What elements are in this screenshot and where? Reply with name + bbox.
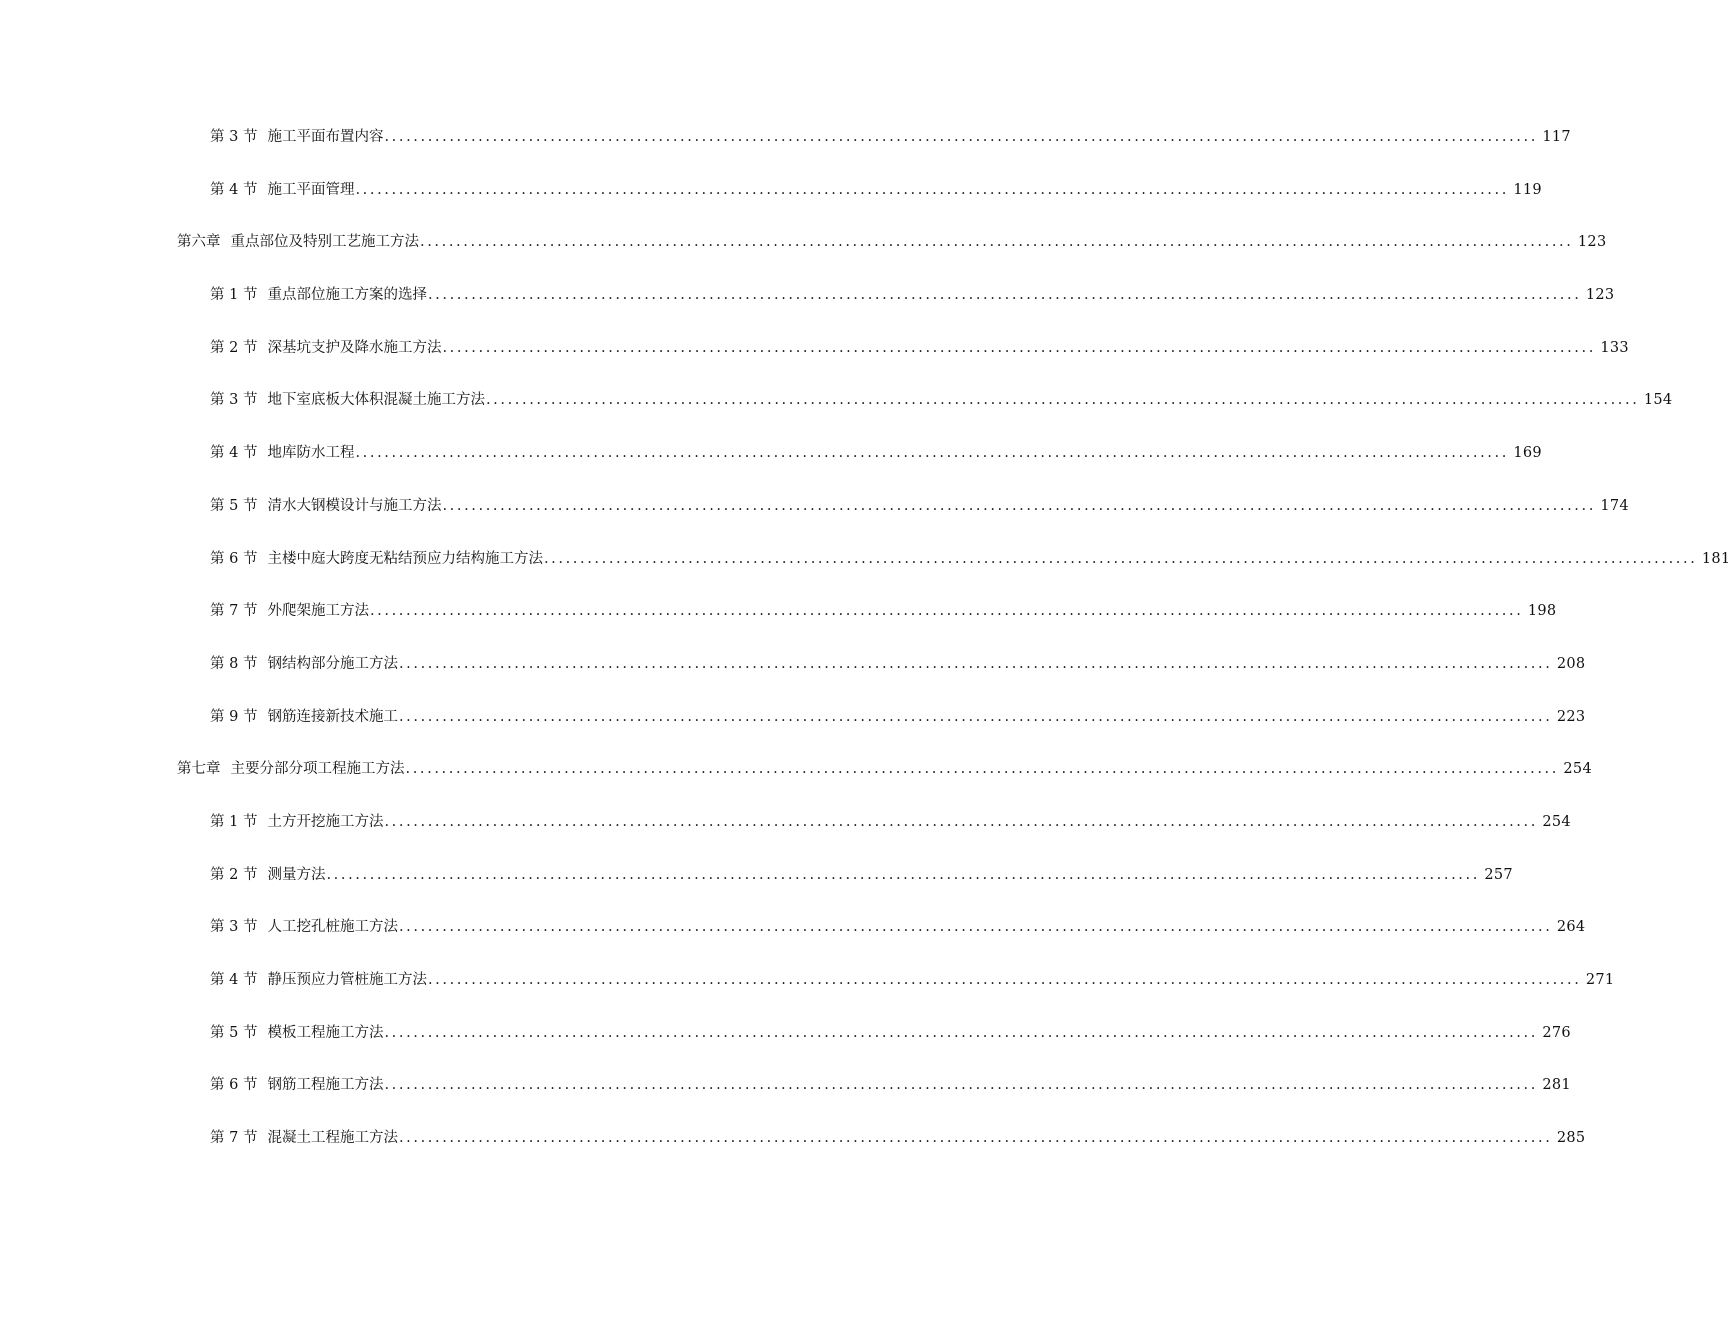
toc-entry[interactable]: [0, 651, 1586, 704]
dot-leader: ................................................................................................................................................................: [355, 181, 1509, 198]
toc-entry-title: 土方开挖施工方法: [267, 813, 384, 830]
toc-entry-page: 117: [1542, 129, 1571, 145]
toc-entry-title: 钢筋工程施工方法: [267, 1077, 384, 1094]
toc-entry[interactable]: [0, 124, 1571, 177]
toc-entry-title: 施工平面布置内容: [267, 129, 384, 145]
toc-entry[interactable]: [0, 177, 1542, 230]
toc-entry-number: 第 3 节: [210, 392, 258, 409]
toc-entry-page: 223: [1556, 708, 1586, 725]
toc-entry-number: 第 6 节: [210, 550, 258, 567]
toc-entry-page: 174: [1600, 497, 1629, 514]
toc-entry-number: 第 5 节: [210, 1024, 258, 1041]
toc-entry-title: 钢结构部分施工方法: [267, 655, 398, 672]
toc-entry-title: 重点部位施工方案的选择: [267, 287, 427, 304]
toc-entry-page: 169: [1513, 445, 1542, 462]
dot-leader: ................................................................................................................................................................: [384, 813, 1538, 830]
dot-leader: ................................................................................................................................................................: [398, 708, 1553, 725]
toc-entry-page: 271: [1585, 972, 1615, 988]
toc-entry-title: 静压预应力管桩施工方法: [267, 972, 427, 988]
dot-leader: ................................................................................................................................................................: [427, 972, 1582, 988]
toc-entry-number: 第 2 节: [210, 866, 258, 883]
toc-entry[interactable]: [0, 1020, 1571, 1073]
dot-leader: ................................................................................................................................................................: [398, 919, 1553, 936]
toc-entry-page: 254: [1563, 761, 1592, 778]
toc-entry-title: 清水大钢模设计与施工方法: [267, 497, 442, 514]
dot-leader: ................................................................................................................................................................: [384, 1077, 1538, 1094]
toc-entry-page: 123: [1577, 234, 1607, 251]
toc-entry-number: 第 2 节: [210, 339, 258, 356]
toc-entry-title: 地库防水工程: [267, 445, 355, 462]
toc-entry-title: 混凝土工程施工方法: [267, 1130, 398, 1147]
toc-entry-title: 重点部位及特别工艺施工方法: [230, 234, 419, 251]
toc-entry-page: 181: [1701, 550, 1730, 567]
toc-chapter-entry[interactable]: [0, 229, 1607, 282]
toc-entry-number: 第 8 节: [210, 655, 258, 672]
toc-entry[interactable]: [0, 809, 1571, 862]
toc-entry-number: 第 1 节: [210, 813, 258, 830]
toc-entry-number: 第七章: [177, 761, 221, 778]
dot-leader: ................................................................................................................................................................: [420, 234, 1574, 251]
dot-leader: ................................................................................................................................................................: [355, 445, 1509, 462]
toc-entry-page: 254: [1542, 813, 1571, 830]
toc-entry-title: 外爬架施工方法: [267, 603, 369, 620]
toc-entry-number: 第 1 节: [210, 287, 258, 304]
toc-entry-page: 285: [1556, 1130, 1586, 1147]
toc-entry[interactable]: [0, 967, 1615, 1020]
toc-entry-title: 测量方法: [267, 866, 326, 883]
toc-entry-page: 133: [1600, 339, 1629, 356]
toc-entry-page: 264: [1556, 919, 1586, 936]
toc-entry-page: 257: [1484, 866, 1513, 883]
toc-entry-number: 第 6 节: [210, 1077, 258, 1094]
toc-chapter-entry[interactable]: [0, 756, 1592, 809]
dot-leader: ................................................................................................................................................................: [398, 1130, 1553, 1147]
toc-entry[interactable]: [0, 598, 1557, 651]
toc-entry-number: 第 3 节: [210, 919, 258, 936]
toc-entry-number: 第 4 节: [210, 445, 258, 462]
toc-entry-title: 深基坑支护及降水施工方法: [267, 339, 442, 356]
toc-entry-page: 123: [1585, 287, 1615, 304]
dot-leader: ................................................................................................................................................................: [398, 655, 1553, 672]
toc-entry[interactable]: [0, 546, 1730, 599]
toc-entry-page: 276: [1542, 1024, 1571, 1041]
toc-entry-number: 第 7 节: [210, 603, 258, 620]
dot-leader: ................................................................................................................................................................: [384, 1024, 1538, 1041]
dot-leader: ................................................................................................................................................................: [326, 866, 1480, 883]
dot-leader: ................................................................................................................................................................: [442, 497, 1596, 514]
toc-entry[interactable]: [0, 387, 1673, 440]
toc-entry-number: 第 4 节: [210, 972, 258, 988]
toc-entry[interactable]: [0, 704, 1586, 757]
toc-entry-page: 208: [1556, 655, 1586, 672]
dot-leader: ................................................................................................................................................................: [442, 339, 1596, 356]
toc-entry-page: 154: [1643, 392, 1673, 409]
toc-entry[interactable]: [0, 493, 1629, 546]
dot-leader: ................................................................................................................................................................: [427, 287, 1582, 304]
toc-entry-number: 第六章: [177, 234, 221, 251]
dot-leader: ................................................................................................................................................................: [485, 392, 1640, 409]
toc-entry-number: 第 5 节: [210, 497, 258, 514]
table-of-contents: [0, 124, 1730, 1178]
toc-entry-title: 钢筋连接新技术施工: [267, 708, 398, 725]
toc-entry-page: 198: [1527, 603, 1557, 620]
toc-entry[interactable]: [0, 1072, 1571, 1125]
toc-entry[interactable]: [0, 914, 1586, 967]
toc-entry[interactable]: [0, 282, 1615, 335]
toc-entry-number: 第 7 节: [210, 1130, 258, 1147]
toc-entry-title: 模板工程施工方法: [267, 1024, 384, 1041]
dot-leader: ................................................................................................................................................................: [369, 603, 1524, 620]
toc-entry-number: 第 9 节: [210, 708, 258, 725]
dot-leader: ................................................................................................................................................................: [543, 550, 1698, 567]
toc-entry[interactable]: [0, 440, 1542, 493]
dot-leader: ................................................................................................................................................................: [384, 129, 1538, 145]
toc-entry[interactable]: [0, 862, 1513, 915]
toc-entry-number: 第 3 节: [210, 129, 258, 145]
toc-entry-title: 施工平面管理: [267, 181, 355, 198]
toc-entry-page: 119: [1513, 181, 1542, 198]
toc-entry-number: 第 4 节: [210, 181, 258, 198]
toc-entry-title: 人工挖孔桩施工方法: [267, 919, 398, 936]
toc-entry-title: 主要分部分项工程施工方法: [230, 761, 405, 778]
toc-entry[interactable]: [0, 1125, 1586, 1178]
toc-entry-title: 主楼中庭大跨度无粘结预应力结构施工方法: [267, 550, 543, 567]
toc-entry-page: 281: [1542, 1077, 1571, 1094]
toc-entry-title: 地下室底板大体积混凝土施工方法: [267, 392, 485, 409]
toc-entry[interactable]: [0, 335, 1629, 388]
dot-leader: ................................................................................................................................................................: [405, 761, 1559, 778]
